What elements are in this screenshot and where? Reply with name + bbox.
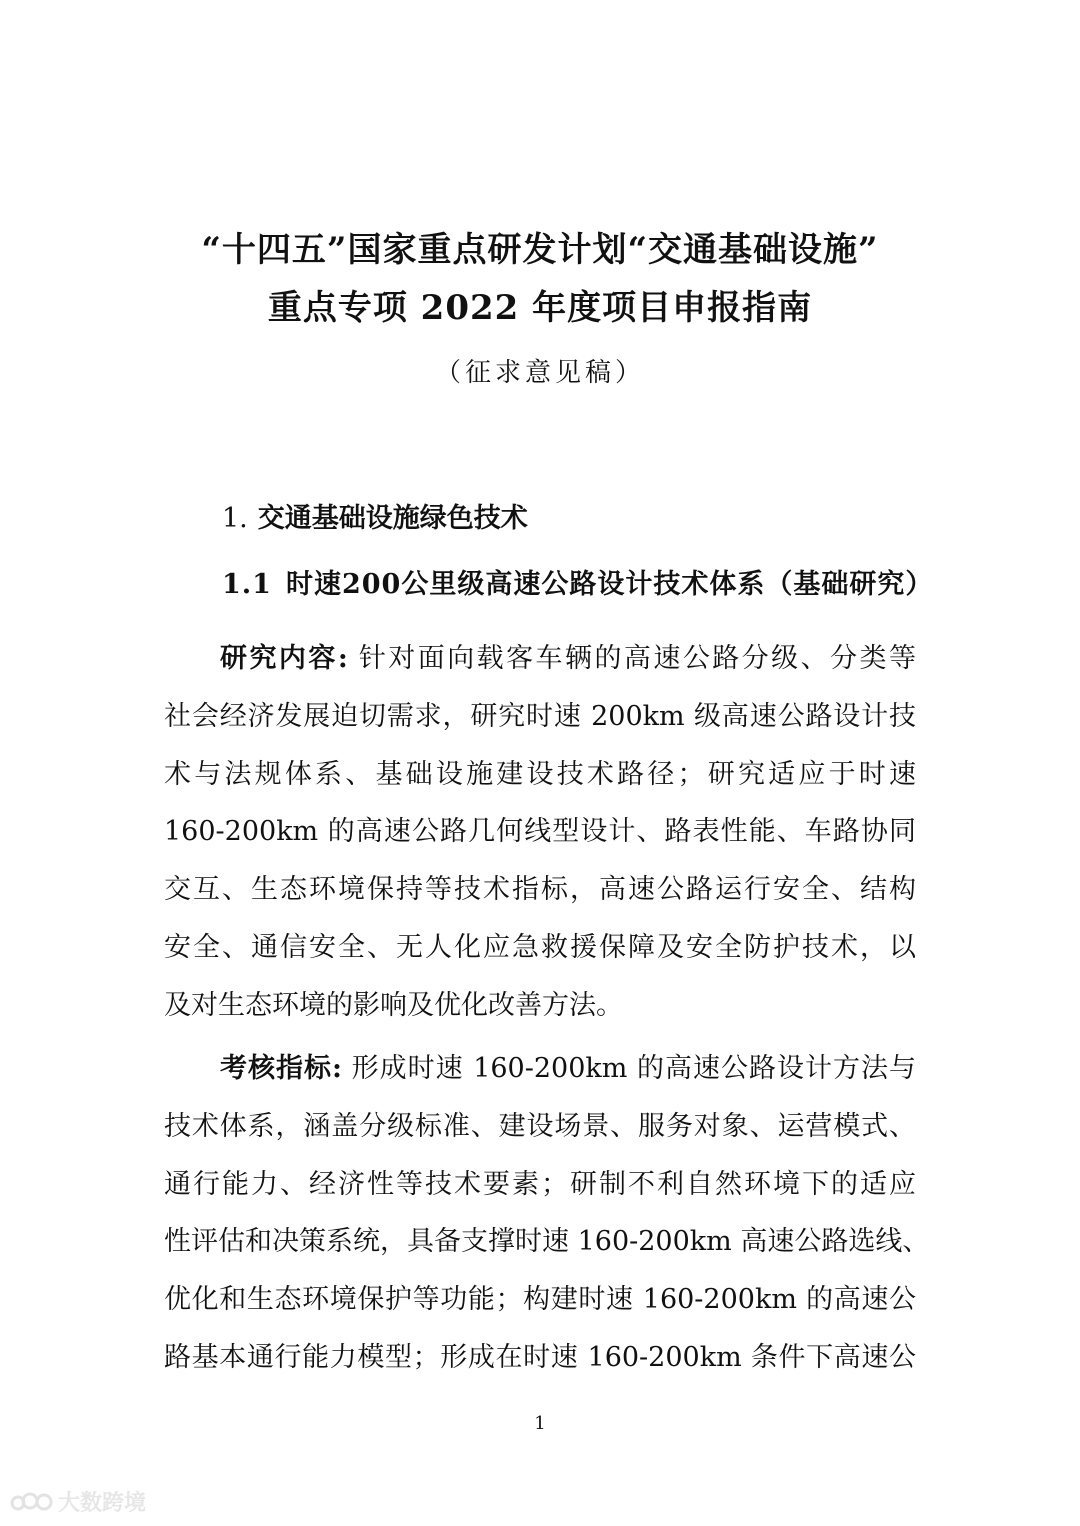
subsection-title: 时速200公里级高速公路设计技术体系（基础研究） [285, 569, 934, 600]
paragraph-line: 术与法规体系、基础设施建设技术路径；研究适应于时速 [164, 758, 916, 790]
paragraph-line: 及对生态环境的影响及优化改善方法。 [164, 989, 623, 1021]
paragraph-line: 160-200km 的高速公路几何线型设计、路表性能、车路协同 [164, 816, 916, 848]
paragraph-line: 优化和生态环境保护等功能；构建时速 160-200km 的高速公 [164, 1284, 916, 1316]
subsection-number: 1.1 [222, 569, 272, 600]
page-number: 1 [534, 1413, 546, 1434]
section-title: 交通基础设施绿色技术 [257, 503, 528, 534]
paragraph-line: 路基本通行能力模型；形成在时速 160-200km 条件下高速公 [164, 1341, 916, 1373]
paragraph-line: 社会经济发展迫切需求，研究时速 200km 级高速公路设计技 [164, 700, 916, 732]
assessment-label: 考核指标: [220, 1053, 342, 1084]
section-heading-1-1 [222, 562, 933, 601]
paragraph-line: 研究内容: 针对面向载客车辆的高速公路分级、分类等 [220, 643, 917, 674]
paragraph-line: 安全、通信安全、无人化应急救援保障及安全防护技术，以 [164, 931, 916, 963]
section-number: 1. [222, 503, 248, 534]
section-heading-1 [222, 496, 528, 535]
research-content-paragraph [164, 630, 916, 1035]
assessment-indicators-paragraph [164, 1040, 930, 1387]
paragraph-line: 性评估和决策系统，具备支撑时速 160-200km 高速公路选线、 [164, 1226, 930, 1258]
watermark [10, 1486, 146, 1517]
watermark-text: 大数跨境 [58, 1491, 147, 1516]
document-title-line-2: 重点专项 2022 年度项目申报指南 [267, 288, 813, 328]
paragraph-line: 技术体系，涵盖分级标准、建设场景、服务对象、运营模式、 [164, 1110, 916, 1142]
document-subtitle: （征求意见稿） [434, 358, 645, 388]
watermark-logo-icon [10, 1489, 54, 1515]
document-title-line-1: “十四五”国家重点研发计划“交通基础设施” [201, 230, 879, 270]
paragraph-line: 交互、生态环境保持等技术指标，高速公路运行安全、结构 [164, 874, 916, 906]
research-content-label: 研究内容: [220, 643, 348, 674]
paragraph-line: 考核指标: 形成时速 160-200km 的高速公路设计方法与 [220, 1053, 917, 1084]
paragraph-line: 通行能力、经济性等技术要素；研制不利自然环境下的适应 [164, 1168, 916, 1200]
